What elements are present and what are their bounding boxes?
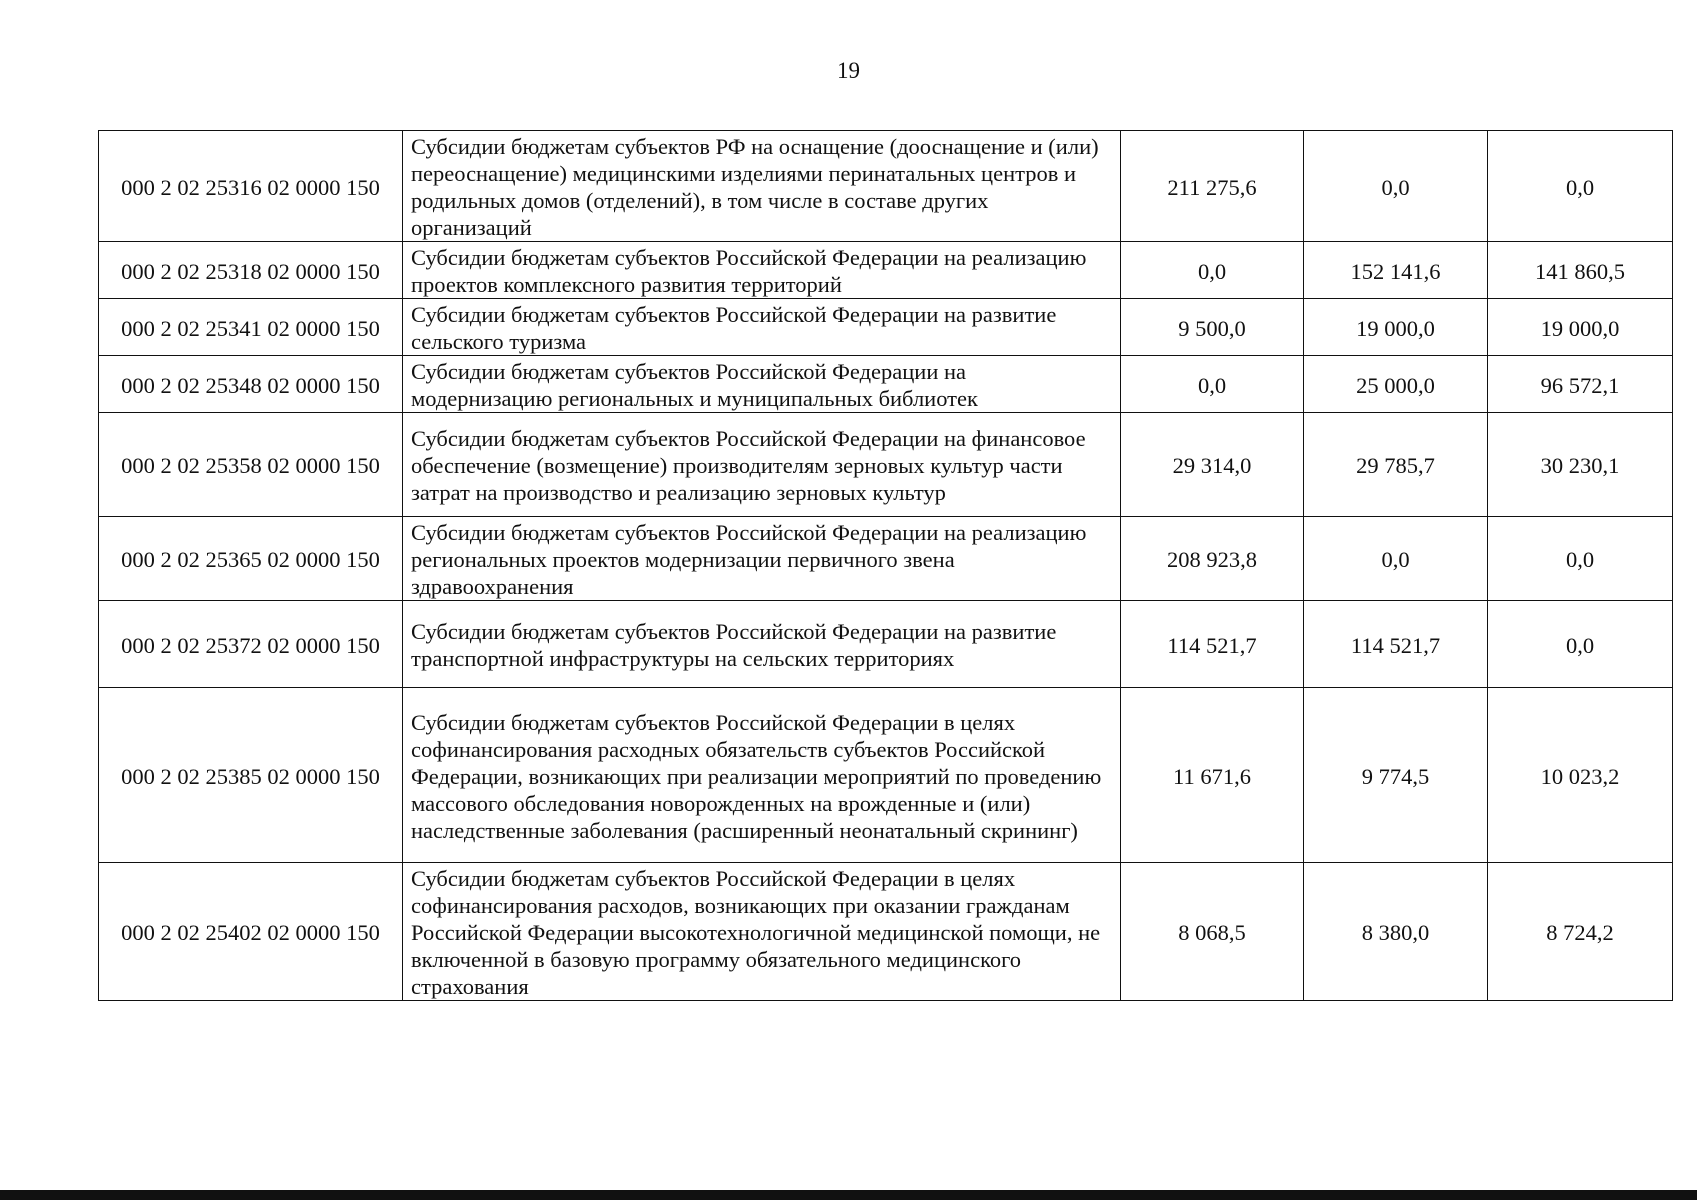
- amount-year-1-cell: 208 923,8: [1121, 517, 1304, 601]
- amount-year-3-cell: 141 860,5: [1488, 242, 1673, 299]
- subsidy-description-cell: Субсидии бюджетам субъектов Российской Федерации на финансовое обеспечение (возмещение) производителям зерновых культур части затрат на производство и реализацию зерновых культур: [403, 413, 1121, 517]
- amount-year-3-cell: 0,0: [1488, 517, 1673, 601]
- table-row: [99, 131, 1673, 242]
- amount-year-3-cell: 8 724,2: [1488, 863, 1673, 1001]
- table-row: [99, 863, 1673, 1001]
- subsidy-description-cell: Субсидии бюджетам субъектов Российской Федерации на реализацию проектов комплексного развития территорий: [403, 242, 1121, 299]
- table-row: [99, 601, 1673, 688]
- budget-code-cell: 000 2 02 25358 02 0000 150: [99, 413, 403, 517]
- amount-year-1-cell: 29 314,0: [1121, 413, 1304, 517]
- budget-subsidies-table: [98, 130, 1673, 1001]
- amount-year-1-cell: 8 068,5: [1121, 863, 1304, 1001]
- budget-code-cell: 000 2 02 25372 02 0000 150: [99, 601, 403, 688]
- amount-year-1-cell: 11 671,6: [1121, 688, 1304, 863]
- amount-year-3-cell: 19 000,0: [1488, 299, 1673, 356]
- amount-year-3-cell: 96 572,1: [1488, 356, 1673, 413]
- subsidy-description-cell: Субсидии бюджетам субъектов Российской Федерации в целях софинансирования расходов, возникающих при оказании гражданам Российской Федерации высокотехнологичной медицинской помощи, не включенной в базовую программу обязательного медицинского страхования: [403, 863, 1121, 1001]
- table-row: [99, 242, 1673, 299]
- budget-code-cell: 000 2 02 25341 02 0000 150: [99, 299, 403, 356]
- amount-year-1-cell: 0,0: [1121, 356, 1304, 413]
- amount-year-1-cell: 9 500,0: [1121, 299, 1304, 356]
- budget-code-cell: 000 2 02 25318 02 0000 150: [99, 242, 403, 299]
- table-body: [99, 131, 1673, 1001]
- table-row: [99, 517, 1673, 601]
- amount-year-2-cell: 152 141,6: [1304, 242, 1488, 299]
- budget-code-cell: 000 2 02 25385 02 0000 150: [99, 688, 403, 863]
- table-row: [99, 413, 1673, 517]
- subsidy-description-cell: Субсидии бюджетам субъектов Российской Федерации на реализацию региональных проектов модернизации первичного звена здравоохранения: [403, 517, 1121, 601]
- amount-year-2-cell: 19 000,0: [1304, 299, 1488, 356]
- amount-year-3-cell: 30 230,1: [1488, 413, 1673, 517]
- subsidy-description-cell: Субсидии бюджетам субъектов Российской Федерации на развитие сельского туризма: [403, 299, 1121, 356]
- amount-year-2-cell: 0,0: [1304, 131, 1488, 242]
- table-row: [99, 299, 1673, 356]
- amount-year-3-cell: 0,0: [1488, 131, 1673, 242]
- subsidy-description-cell: Субсидии бюджетам субъектов Российской Федерации в целях софинансирования расходных обязательств субъектов Российской Федерации, возникающих при реализации мероприятий по проведению массового обследования новорожденных на врожденные и (или) наследственные заболевания (расширенный неонатальный скрининг): [403, 688, 1121, 863]
- subsidy-description-cell: Субсидии бюджетам субъектов Российской Федерации на развитие транспортной инфраструктуры на сельских территориях: [403, 601, 1121, 688]
- amount-year-2-cell: 0,0: [1304, 517, 1488, 601]
- amount-year-2-cell: 9 774,5: [1304, 688, 1488, 863]
- subsidy-description-cell: Субсидии бюджетам субъектов Российской Федерации на модернизацию региональных и муниципальных библиотек: [403, 356, 1121, 413]
- amount-year-2-cell: 114 521,7: [1304, 601, 1488, 688]
- budget-code-cell: 000 2 02 25348 02 0000 150: [99, 356, 403, 413]
- amount-year-2-cell: 29 785,7: [1304, 413, 1488, 517]
- table-row: [99, 356, 1673, 413]
- amount-year-1-cell: 0,0: [1121, 242, 1304, 299]
- budget-code-cell: 000 2 02 25365 02 0000 150: [99, 517, 403, 601]
- bottom-scan-edge: [0, 1190, 1697, 1200]
- table-row: [99, 688, 1673, 863]
- page-number: 19: [837, 58, 860, 83]
- subsidy-description-cell: Субсидии бюджетам субъектов РФ на оснащение (дооснащение и (или) переоснащение) медицинскими изделиями перинатальных центров и родильных домов (отделений), в том числе в составе других организаций: [403, 131, 1121, 242]
- budget-code-cell: 000 2 02 25316 02 0000 150: [99, 131, 403, 242]
- budget-code-cell: 000 2 02 25402 02 0000 150: [99, 863, 403, 1001]
- amount-year-3-cell: 0,0: [1488, 601, 1673, 688]
- amount-year-2-cell: 8 380,0: [1304, 863, 1488, 1001]
- amount-year-1-cell: 211 275,6: [1121, 131, 1304, 242]
- amount-year-2-cell: 25 000,0: [1304, 356, 1488, 413]
- amount-year-3-cell: 10 023,2: [1488, 688, 1673, 863]
- amount-year-1-cell: 114 521,7: [1121, 601, 1304, 688]
